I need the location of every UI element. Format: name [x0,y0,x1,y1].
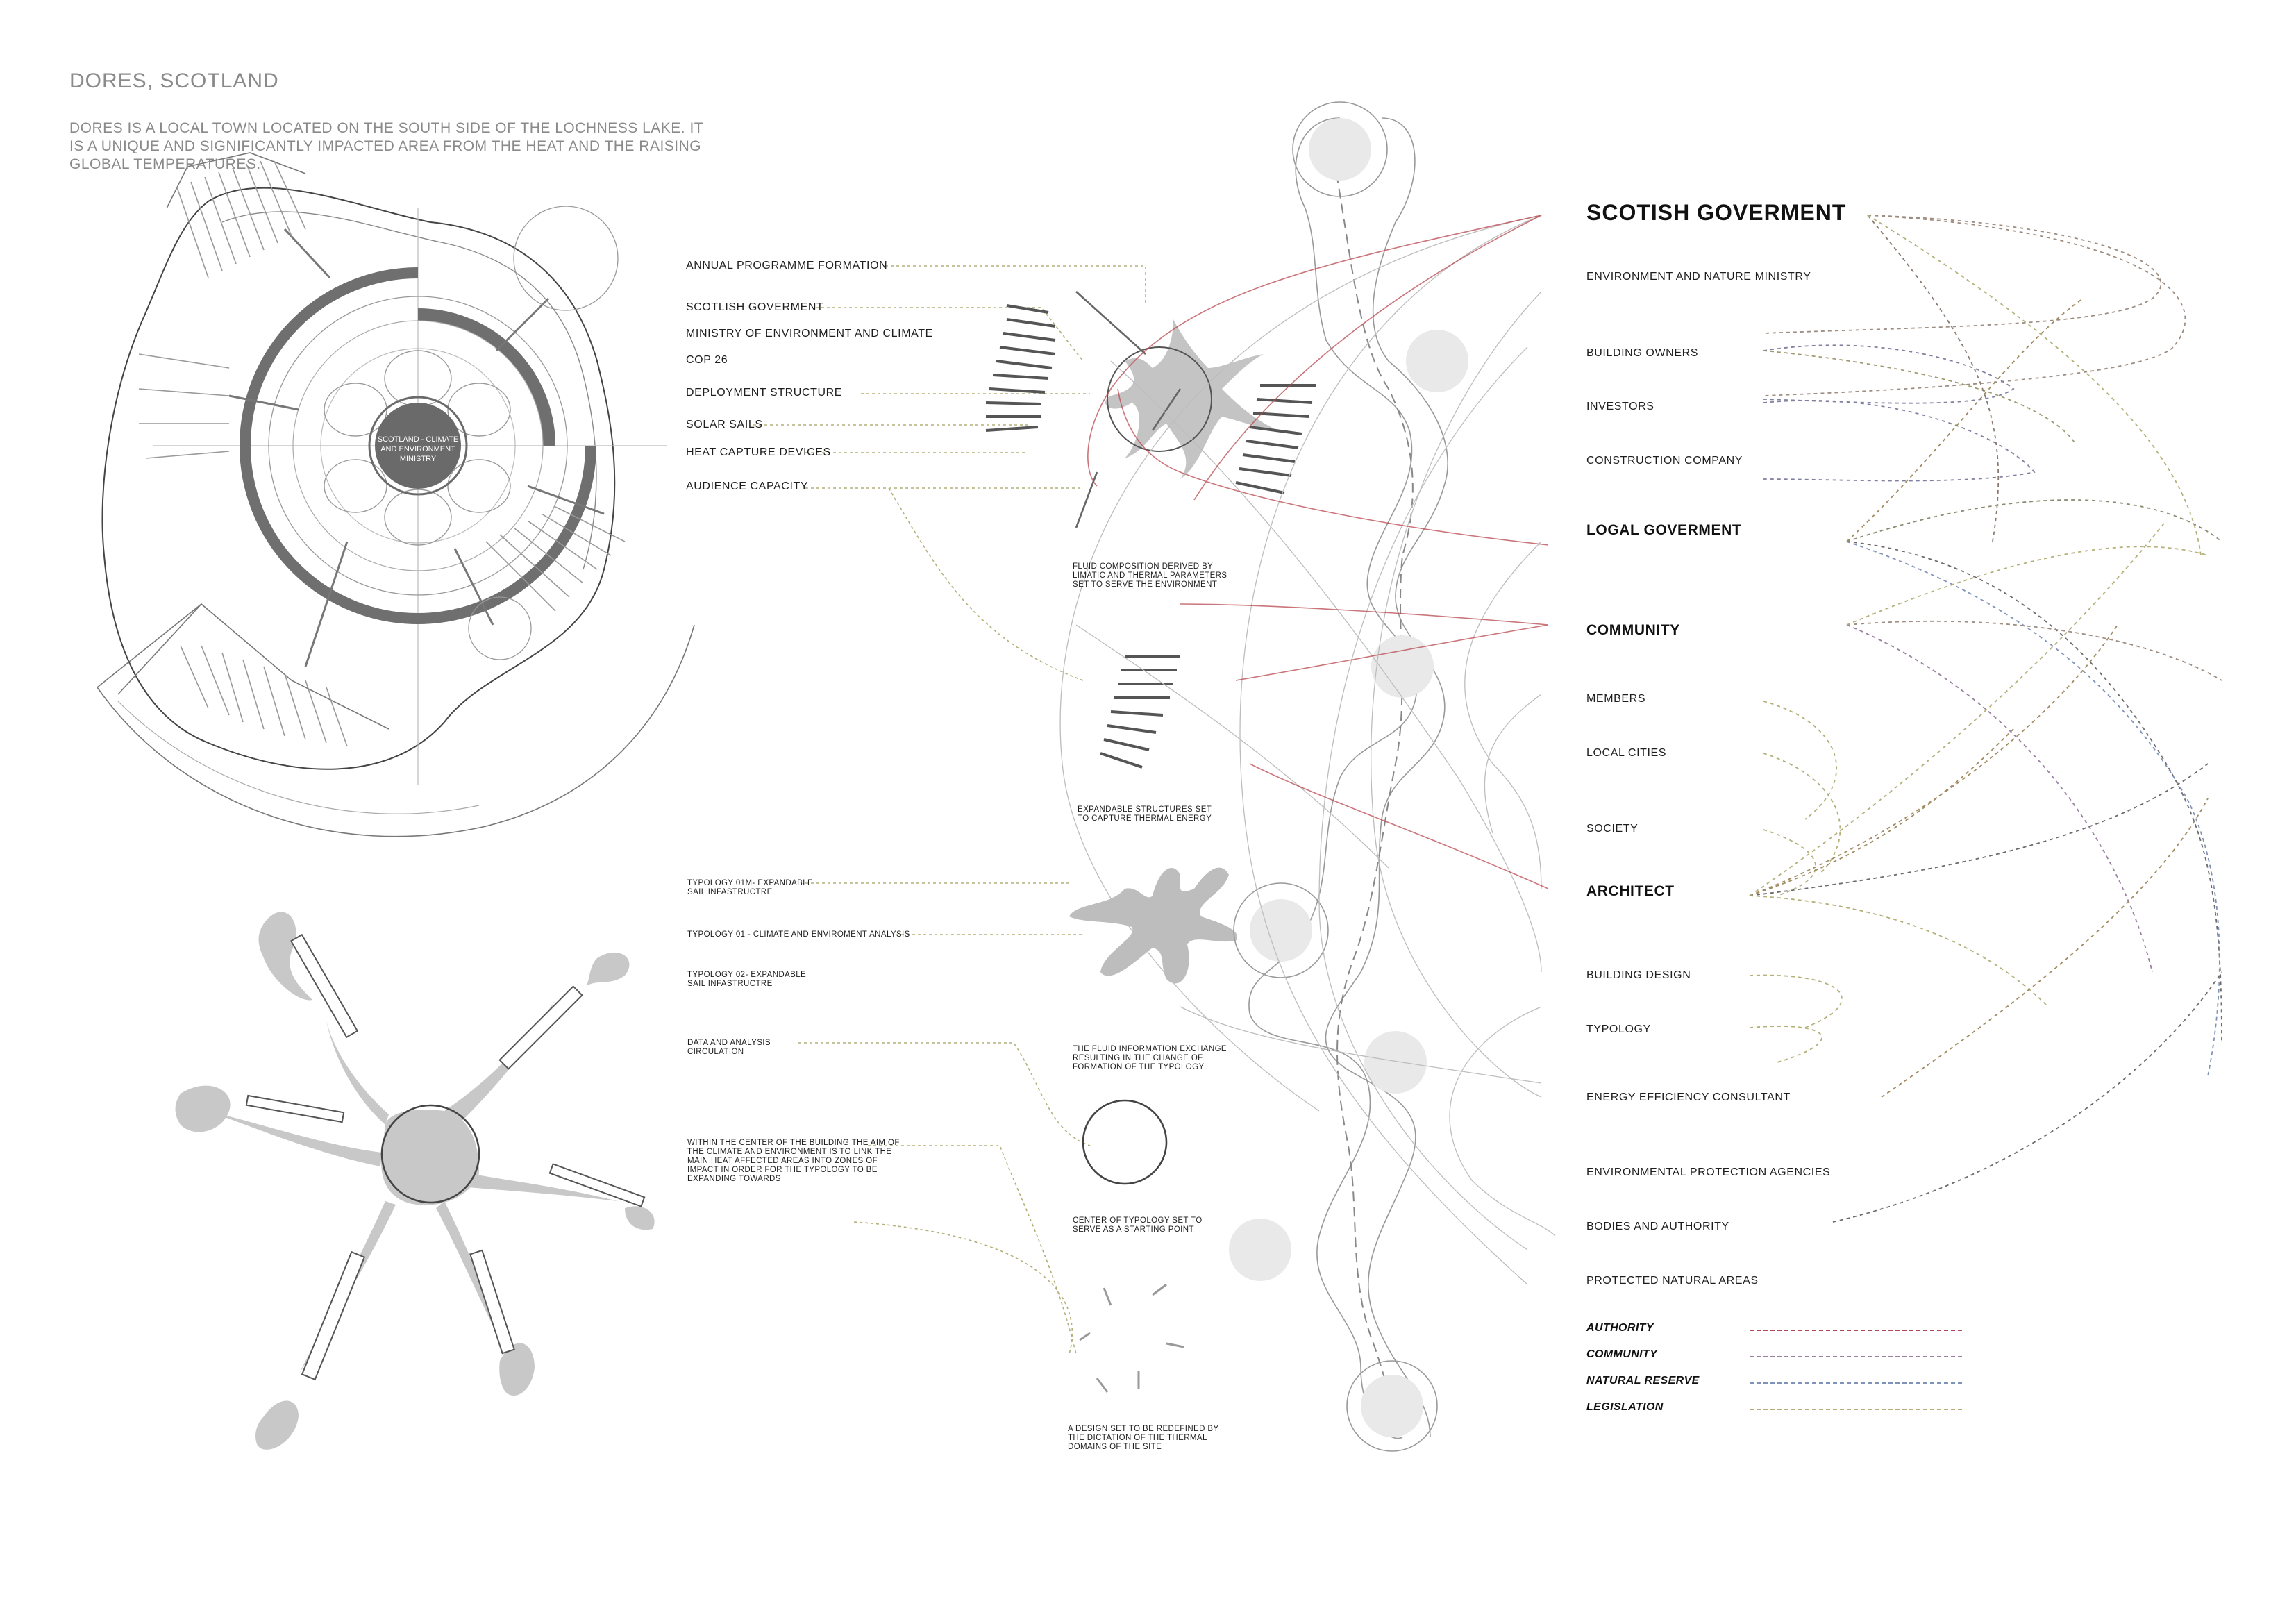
typology-center-circle [1083,1100,1166,1184]
stakeholder-energy-consultant: ENERGY EFFICIENCY CONSULTANT [1586,1091,1791,1103]
legend-community: COMMUNITY [1586,1348,1658,1360]
label-cop26: COP 26 [686,354,728,366]
label-heat-capture: HEAT CAPTURE DEVICES [686,446,831,458]
stakeholder-members: MEMBERS [1586,693,1646,705]
stakeholder-scottish-government: SCOTISH GOVERMENT [1586,200,1847,225]
label-audience: AUDIENCE CAPACITY [686,480,809,492]
stakeholder-building-design: BUILDING DESIGN [1586,969,1691,981]
star-typology [176,912,655,1449]
page-title: DORES, SCOTLAND [69,69,279,92]
relation-arcs [1750,215,2222,1222]
note-data-circulation: DATA AND ANALYSIS CIRCULATION [687,1039,771,1056]
plan-rakes [118,153,625,746]
splash-shape [1069,868,1237,984]
stakeholder-typology: TYPOLOGY [1586,1023,1651,1035]
site-plan [97,188,694,837]
legend-lines [1750,1330,1965,1409]
legend-legislation: LEGISLATION [1586,1401,1664,1413]
legend-natural-reserve: NATURAL RESERVE [1586,1375,1700,1387]
note-design-redefined: A DESIGN SET TO BE REDEFINED BY THE DICTATION OF THE THERMAL DOMAINS OF THE SITE [1068,1425,1219,1451]
note-expandable-structures: EXPANDABLE STRUCTURES SET TO CAPTURE THERMAL ENERGY [1078,805,1212,823]
note-center-typology: CENTER OF TYPOLOGY SET TO SERVE AS A STARTING POINT [1073,1216,1203,1234]
stakeholder-bodies-authority: BODIES AND AUTHORITY [1586,1221,1729,1232]
stakeholder-protected-areas: PROTECTED NATURAL AREAS [1586,1275,1759,1287]
label-deployment: DEPLOYMENT STRUCTURE [686,387,843,399]
note-typology-02: TYPOLOGY 02- EXPANDABLE SAIL INFASTRUCTRE [687,971,807,988]
ray-marks [1080,1284,1184,1392]
note-fluid-composition: FLUID COMPOSITION DERIVED BY LIMATIC AND THERMAL PARAMETERS SET TO SERVE THE ENVIRONMENT [1073,562,1227,589]
note-fluid-information: THE FLUID INFORMATION EXCHANGE RESULTING IN THE CHANGE OF FORMATION OF THE TYPOLOGY [1073,1045,1227,1071]
stakeholder-construction: CONSTRUCTION COMPANY [1586,455,1743,467]
top-typology [986,292,1316,767]
stakeholder-env-ministry: ENVIRONMENT AND NATURE MINISTRY [1586,271,1811,283]
stakeholder-investors: INVESTORS [1586,401,1654,412]
legend-authority: AUTHORITY [1586,1322,1654,1334]
stakeholder-env-agencies: ENVIRONMENTAL PROTECTION AGENCIES [1586,1166,1831,1178]
label-ministry: MINISTRY OF ENVIRONMENT AND CLIMATE [686,328,933,340]
stakeholder-society: SOCIETY [1586,823,1639,835]
label-scottish-government: SCOTLISH GOVERMENT [686,301,824,313]
stakeholder-community: COMMUNITY [1586,622,1680,638]
stakeholder-local-cities: LOCAL CITIES [1586,747,1667,759]
stakeholder-building-owners: BUILDING OWNERS [1586,347,1699,359]
stakeholder-local-government: LOGAL GOVERMENT [1586,522,1742,538]
stakeholder-architect: ARCHITECT [1586,883,1675,899]
flow-path [1229,102,1468,1451]
label-solar-sails: SOLAR SAILS [686,419,763,430]
note-within-center: WITHIN THE CENTER OF THE BUILDING THE AIM OF THE CLIMATE AND ENVIRONMENT IS TO LINK THE MAIN HEAT AFFECTED AREAS INTO ZONES OF IMPACT IN ORDER FOR THE TYPOLOGY TO BE EXPANDING TOWARDS [687,1139,900,1183]
note-typology-01: TYPOLOGY 01 - CLIMATE AND ENVIROMENT ANALYSIS [687,930,910,939]
note-typology-01m: TYPOLOGY 01M- EXPANDABLE SAIL INFASTRUCTRE [687,879,814,896]
authority-curves [1088,215,1548,889]
intro-text: DORES IS A LOCAL TOWN LOCATED ON THE SOUTH SIDE OF THE LOCHNESS LAKE. IT IS A UNIQUE AND SIGNIFICANTLY IMPACTED AREA FROM THE HEAT AND THE RAISING GLOBAL TEMPERATURES. [69,120,703,172]
label-annual-programme: ANNUAL PROGRAMME FORMATION [686,260,888,271]
plan-center-label: SCOTLAND - CLIMATE AND ENVIRONMENT MINISTRY [377,435,459,463]
